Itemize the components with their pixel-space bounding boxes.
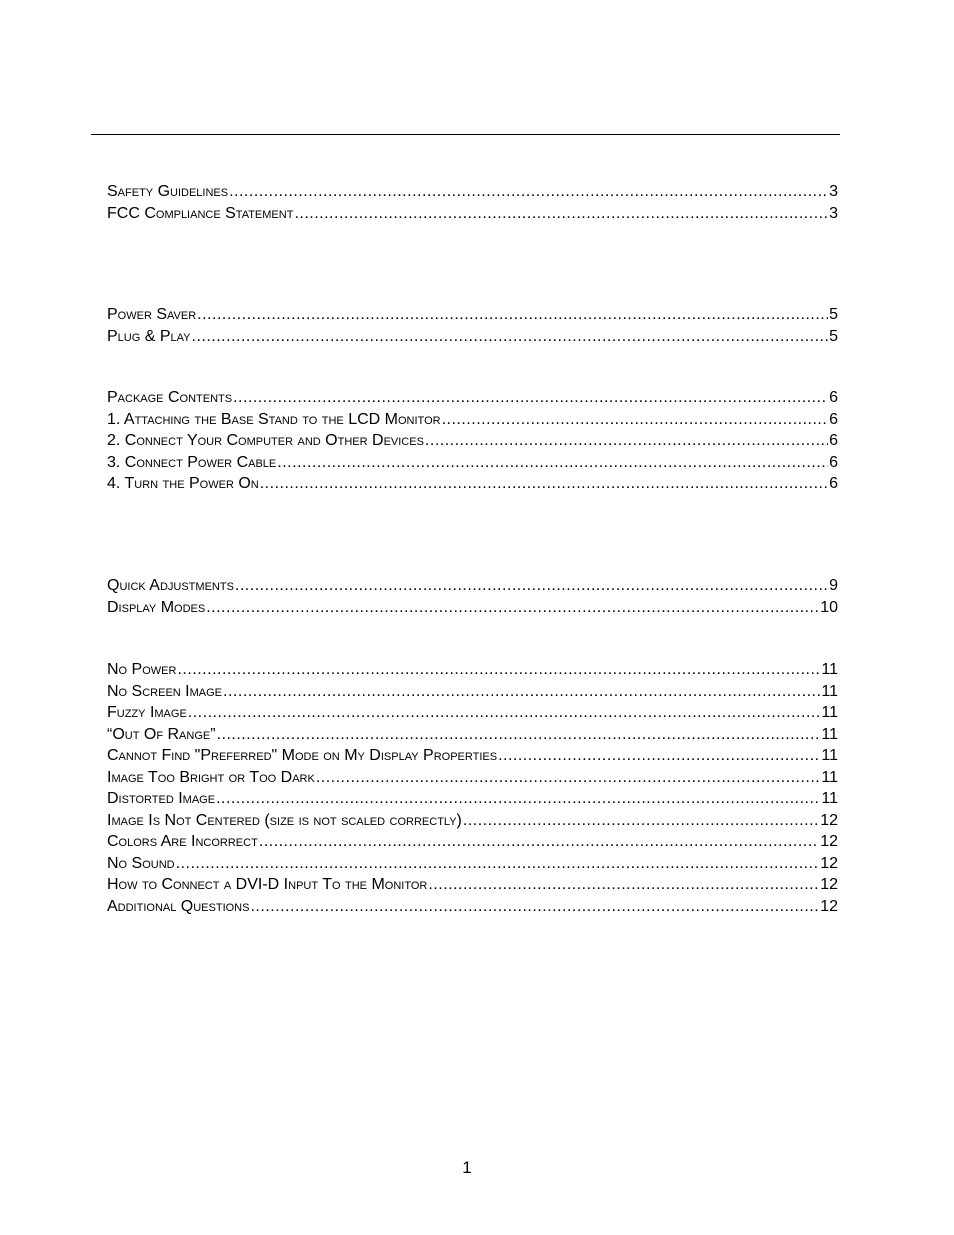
toc-entry[interactable] (107, 810, 838, 832)
toc-leader-dots (223, 681, 820, 703)
toc-entry-title: FCC Compliance Statement (107, 204, 294, 222)
toc-entry-title: No Screen Image (107, 682, 223, 700)
toc-entry-page: 12 (820, 854, 838, 872)
toc-entry[interactable] (107, 326, 838, 348)
toc-entry[interactable] (107, 788, 838, 810)
toc-entry-title: Cannot Find "Preferred" Mode on My Display Properties (107, 747, 498, 764)
toc-leader-dots (260, 473, 828, 495)
toc-entry[interactable] (107, 597, 838, 619)
toc-entry[interactable] (107, 387, 838, 409)
toc-entry-page: 6 (829, 475, 838, 492)
toc-entry-title: No Sound (107, 854, 175, 872)
toc-leader-dots (294, 203, 828, 225)
toc-entry[interactable] (107, 896, 838, 918)
toc-entry[interactable] (107, 745, 838, 767)
toc-leader-dots (498, 745, 820, 767)
toc-entry-title: 4. Turn the Power On (107, 475, 259, 492)
toc-leader-dots (259, 831, 819, 853)
toc-leader-dots (425, 430, 828, 452)
toc-entry-page: 3 (829, 183, 838, 200)
toc-entry-title: Power Saver (107, 306, 197, 323)
toc-entry[interactable] (107, 831, 838, 853)
toc-entry-title: Additional Questions (107, 897, 250, 915)
toc-leader-dots (463, 810, 819, 832)
toc-entry-title: “Out Of Range” (107, 725, 216, 743)
toc-entry[interactable] (107, 853, 838, 875)
toc-group-safety (107, 181, 838, 224)
toc-entry[interactable] (107, 659, 838, 681)
toc-leader-dots (250, 896, 819, 918)
toc-group-power (107, 304, 838, 347)
toc-entry-title: 1. Attaching the Base Stand to the LCD Monitor (107, 410, 441, 428)
toc-entry-title: Quick Adjustments (107, 577, 234, 594)
toc-entry-title: Fuzzy Image (107, 704, 187, 721)
toc-leader-dots (235, 575, 828, 597)
toc-entry[interactable] (107, 575, 838, 597)
toc-leader-dots (188, 702, 821, 724)
toc-entry[interactable] (107, 452, 838, 474)
toc-entry-page: 12 (820, 876, 838, 893)
toc-leader-dots (233, 387, 828, 409)
toc-entry-page: 11 (821, 768, 838, 786)
toc-entry-page: 5 (829, 306, 838, 323)
toc-entry-title: Package Contents (107, 389, 233, 406)
toc-entry[interactable] (107, 874, 838, 896)
toc-entry[interactable] (107, 430, 838, 452)
toc-entry-page: 6 (829, 453, 838, 471)
toc-entry-page: 12 (820, 897, 838, 915)
toc-entry-title: 2. Connect Your Computer and Other Devices (107, 432, 424, 449)
toc-entry-page: 12 (820, 811, 838, 829)
toc-entry-page: 6 (829, 389, 838, 406)
page-number: 1 (462, 1158, 472, 1177)
toc-leader-dots (197, 304, 828, 326)
toc-entry-page: 12 (820, 833, 838, 850)
toc-entry[interactable] (107, 767, 838, 789)
toc-entry-title: Display Modes (107, 598, 206, 616)
toc-leader-dots (216, 788, 820, 810)
toc-entry-title: Image Too Bright or Too Dark (107, 768, 315, 786)
toc-leader-dots (277, 452, 828, 474)
toc-leader-dots (442, 409, 829, 431)
toc-entry-page: 11 (821, 725, 838, 743)
toc-group-troubleshooting (107, 659, 838, 917)
toc-entry-title: Plug & Play (107, 327, 191, 345)
toc-entry[interactable] (107, 473, 838, 495)
toc-entry-title: No Power (107, 661, 177, 678)
toc-leader-dots (428, 874, 819, 896)
toc-entry-page: 11 (821, 704, 838, 721)
toc-leader-dots (316, 767, 821, 789)
toc-entry-title: How to Connect a DVI-D Input To the Monitor (107, 876, 428, 893)
toc-entry-title: Distorted Image (107, 790, 216, 807)
toc-entry[interactable] (107, 724, 838, 746)
toc-entry-page: 6 (829, 410, 838, 428)
toc-leader-dots (192, 326, 829, 348)
toc-entry[interactable] (107, 681, 838, 703)
toc-leader-dots (217, 724, 821, 746)
toc-entry-title: Image Is Not Centered (size is not scaled correctly) (107, 811, 462, 829)
toc-entry-title: Safety Guidelines (107, 183, 229, 200)
toc-group-installation (107, 387, 838, 495)
toc-leader-dots (177, 659, 820, 681)
toc-leader-dots (229, 181, 828, 203)
toc-entry-page: 10 (820, 598, 838, 616)
toc-leader-dots (206, 597, 819, 619)
toc-entry[interactable] (107, 181, 838, 203)
toc-entry-page: 11 (821, 790, 838, 807)
toc-entry-page: 11 (821, 682, 838, 700)
toc-entry-page: 6 (829, 432, 838, 449)
toc-entry-title: 3. Connect Power Cable (107, 453, 277, 471)
toc-entry-page: 5 (829, 327, 838, 345)
toc-entry-page: 11 (821, 747, 838, 764)
toc-entry[interactable] (107, 203, 838, 225)
toc-entry[interactable] (107, 304, 838, 326)
toc-entry[interactable] (107, 409, 838, 431)
toc-entry[interactable] (107, 702, 838, 724)
toc-entry-page: 9 (829, 577, 838, 594)
toc-entry-page: 11 (821, 661, 838, 678)
toc-entry-page: 3 (829, 204, 838, 222)
toc-leader-dots (176, 853, 820, 875)
toc-group-adjustments (107, 575, 838, 618)
toc-entry-title: Colors Are Incorrect (107, 833, 258, 850)
header-rule (91, 134, 840, 135)
